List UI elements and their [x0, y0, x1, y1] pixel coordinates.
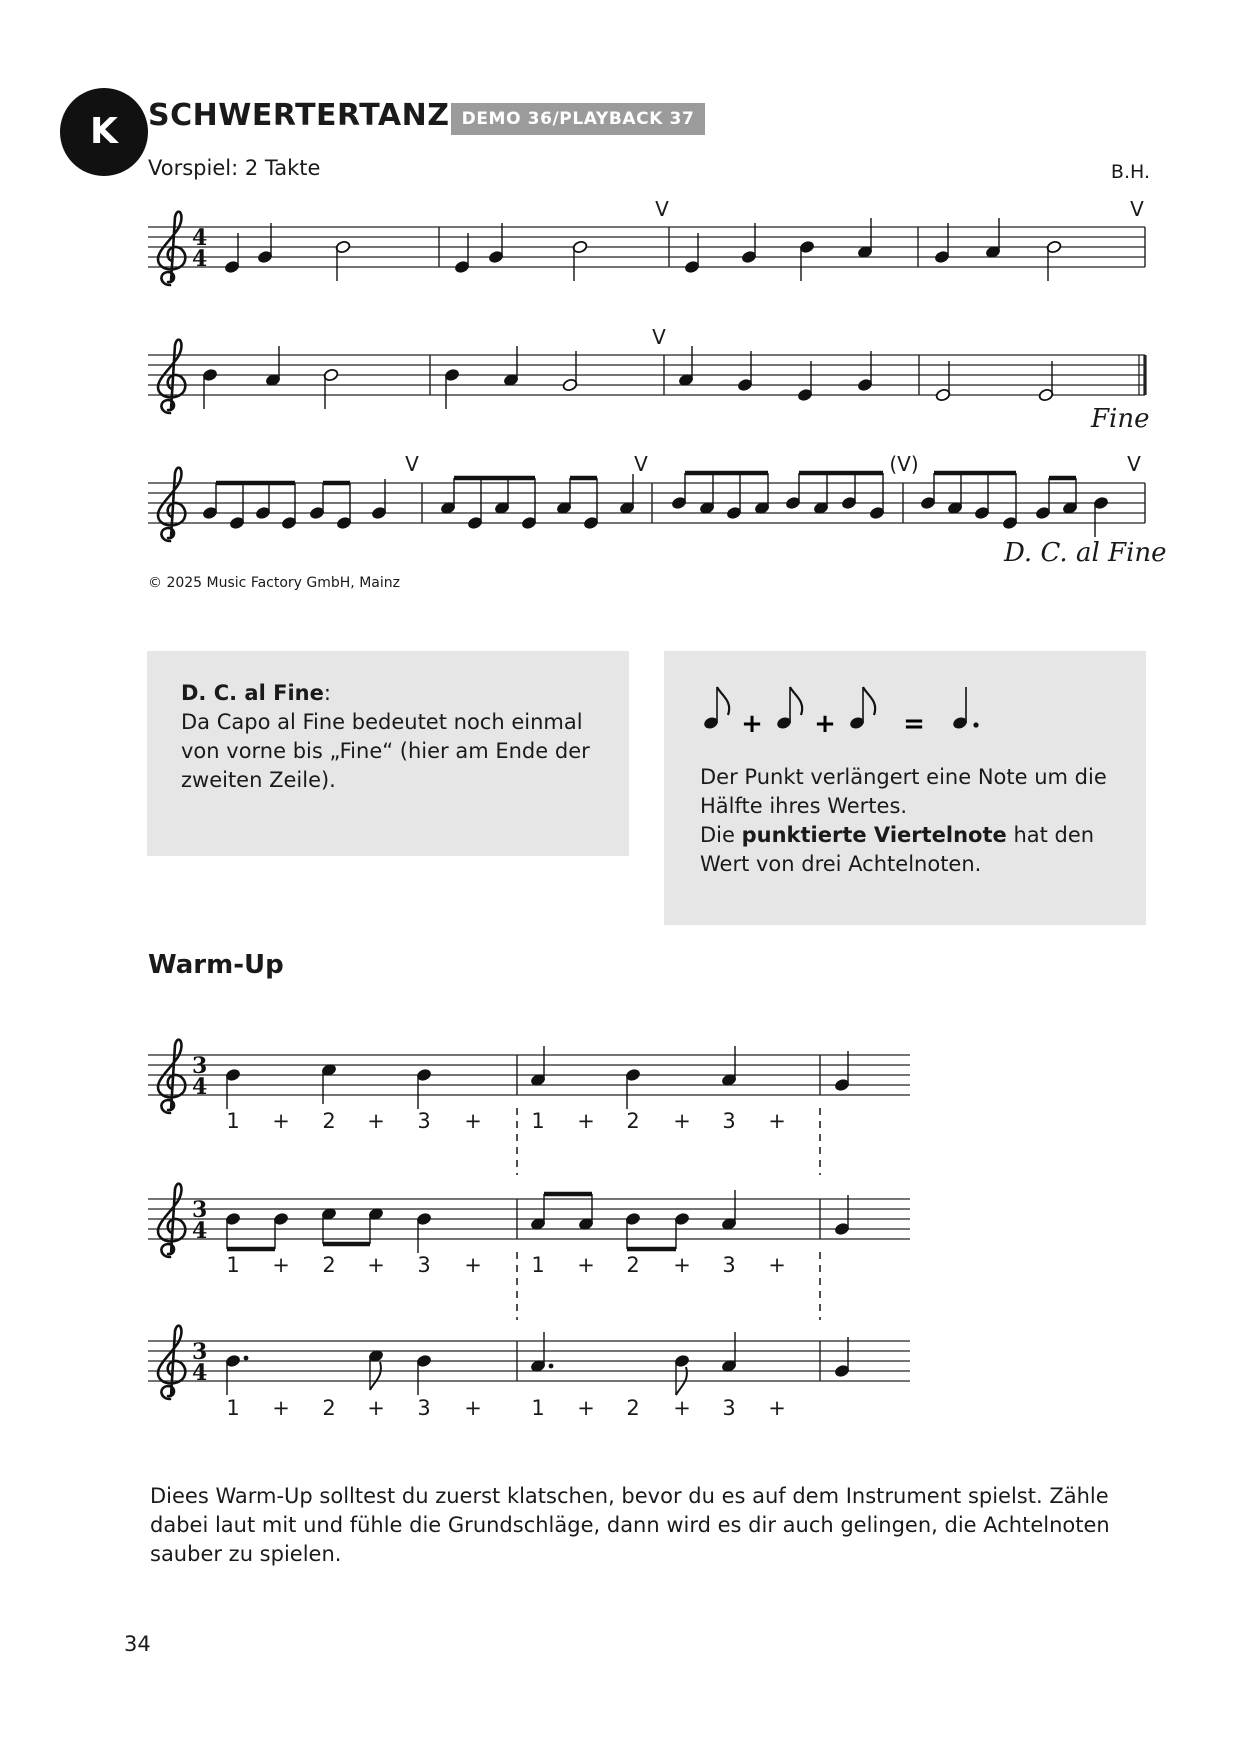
treble-clef: [158, 1040, 185, 1113]
count-label: +: [464, 1253, 482, 1277]
count-label: +: [272, 1396, 290, 1420]
count-label: +: [367, 1253, 385, 1277]
count-label: 2: [626, 1109, 640, 1133]
info-box-line: von vorne bis „Fine“ (hier am Ende der: [181, 739, 590, 763]
section-badge: K: [60, 88, 148, 176]
treble-clef: [158, 1184, 185, 1257]
demo-playback-label: DEMO 36/PLAYBACK 37: [451, 103, 705, 135]
bow-mark: V: [652, 325, 666, 349]
count-label: 1: [531, 1109, 545, 1133]
count-label: 2: [322, 1396, 336, 1420]
count-label: 3: [417, 1253, 431, 1277]
bow-mark: (V): [889, 452, 919, 476]
copyright-notice: © 2025 Music Factory GmbH, Mainz: [148, 575, 400, 591]
count-label: +: [673, 1109, 691, 1133]
count-label: 2: [626, 1396, 640, 1420]
bow-mark: V: [405, 452, 419, 476]
count-label: 1: [531, 1396, 545, 1420]
treble-clef: [158, 1326, 185, 1399]
bow-mark: V: [634, 452, 648, 476]
augmentation-dot: [244, 1356, 249, 1361]
piece-title: SCHWERTERTANZ: [148, 98, 450, 133]
time-signature-denominator: 4: [192, 1218, 208, 1244]
treble-clef: [158, 468, 185, 541]
treble-clef: [158, 340, 185, 413]
count-label: 3: [722, 1396, 736, 1420]
info-box-dotted-note: [664, 651, 1146, 925]
count-label: 1: [226, 1109, 240, 1133]
count-label: 1: [226, 1253, 240, 1277]
time-signature-denominator: 4: [192, 1074, 208, 1100]
count-label: +: [464, 1396, 482, 1420]
time-signature-numerator: 3: [192, 1197, 208, 1223]
augmentation-dot: [973, 722, 978, 727]
time-signature-denominator: 4: [192, 1360, 208, 1386]
page-number: 34: [124, 1632, 151, 1656]
count-label: +: [367, 1109, 385, 1133]
intro-text: Vorspiel: 2 Takte: [148, 156, 321, 180]
count-label: +: [577, 1253, 595, 1277]
equals-sign: =: [903, 709, 925, 739]
count-label: +: [577, 1396, 595, 1420]
treble-clef: [158, 212, 185, 285]
plus-sign: +: [814, 709, 836, 739]
time-signature-numerator: 3: [192, 1053, 208, 1079]
dc-al-fine-marking: D. C. al Fine: [1004, 538, 1167, 568]
warmup-title: Warm-Up: [148, 950, 284, 980]
dot-explanation-line: Hälfte ihres Wertes.: [700, 794, 908, 818]
info-box-line: zweiten Zeile).: [181, 768, 336, 792]
note-flag: [863, 687, 875, 715]
dot-explanation-line: Wert von drei Achtelnoten.: [700, 852, 982, 876]
time-signature-numerator: 3: [192, 1339, 208, 1365]
augmentation-dot: [549, 1364, 554, 1369]
count-label: +: [768, 1253, 786, 1277]
info-box-dc-al-fine: [147, 651, 629, 856]
note-flag: [370, 1362, 381, 1390]
dot-explanation-line: Die punktierte Viertelnote hat den: [700, 823, 1095, 847]
count-label: 1: [226, 1396, 240, 1420]
warmup-instructions: Diees Warm-Up solltest du zuerst klatschen, bevor du es auf dem Instrument spielst. Zähle dabei laut mit und fühle die Grundschläge, dann wird es dir auch gelingen, die Achtelnoten sauber zu spielen.: [150, 1484, 1110, 1566]
info-box-heading: D. C. al Fine:: [181, 681, 331, 705]
count-label: +: [367, 1396, 385, 1420]
count-label: 3: [417, 1109, 431, 1133]
count-label: +: [768, 1109, 786, 1133]
composer-initials: B.H.: [1110, 161, 1150, 183]
count-label: +: [272, 1109, 290, 1133]
count-label: +: [673, 1396, 691, 1420]
bow-mark: V: [655, 197, 669, 221]
dot-explanation-line: Der Punkt verlängert eine Note um die: [700, 765, 1107, 789]
count-label: 3: [417, 1396, 431, 1420]
time-signature-numerator: 4: [192, 225, 208, 251]
count-label: +: [577, 1109, 595, 1133]
count-label: 2: [322, 1253, 336, 1277]
count-label: 3: [722, 1253, 736, 1277]
note-equation: [664, 651, 1146, 761]
note-flag: [790, 687, 802, 715]
count-label: +: [464, 1109, 482, 1133]
count-label: +: [272, 1253, 290, 1277]
count-label: 1: [531, 1253, 545, 1277]
plus-sign: +: [741, 709, 763, 739]
time-signature-denominator: 4: [192, 246, 208, 272]
count-label: 2: [626, 1253, 640, 1277]
count-label: 2: [322, 1109, 336, 1133]
count-label: +: [768, 1396, 786, 1420]
info-box-line: Da Capo al Fine bedeutet noch einmal: [181, 710, 583, 734]
count-label: +: [673, 1253, 691, 1277]
bow-mark: V: [1130, 197, 1144, 221]
note-flag: [717, 687, 729, 715]
fine-marking: Fine: [1091, 404, 1150, 434]
bow-mark: V: [1127, 452, 1141, 476]
count-label: 3: [722, 1109, 736, 1133]
